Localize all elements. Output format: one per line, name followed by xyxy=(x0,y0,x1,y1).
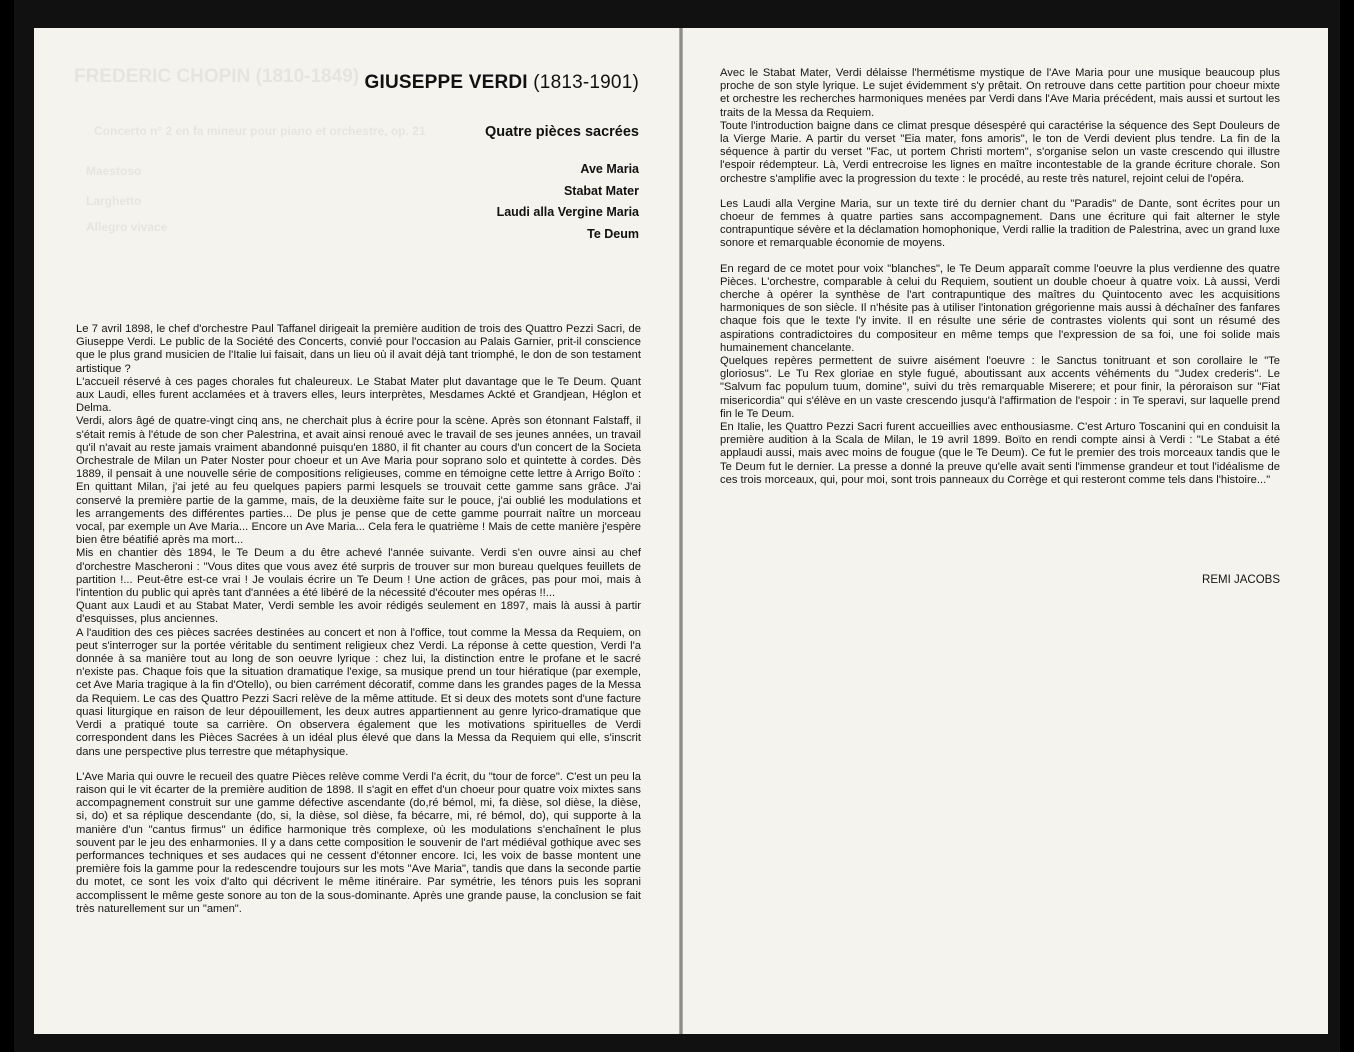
piece-item: Te Deum xyxy=(587,226,639,241)
paragraph: A l'audition des ces pièces sacrées destinées au concert et non à l'office, tout comme la Messa da Requiem, on peut s'interroger sur la portée véritable du sentiment religieux chez Verdi. La réponse à cette question, Verdi l'a donnée à sa manière tout au long de son oeuvre lyrique : chez lui, la distinction entre le profane et le sacré n'existe pas. Chaque fois que la situation dramatique l'exige, sa musique prend un tour hiératique (par exemple, cet Ave Maria tragique à la fin d'Otello), ou bien carrément décoratif, comme dans les grandes pages de la Messa da Requiem. Le cas des Quattro Pezzi Sacri relève de la même attitude. Et si deux des motets sont d'une facture quasi liturgique en raison de leur dépouillement, les deux autres appartiennent au genre lyrico-dramatique que Verdi a pratiqué toute sa carrière. On observera également que les motivations spirituelles de Verdi correspondent dans les Pièces Sacrées à un idéal plus élevé que dans la Messa da Requiem qui elle, s'inscrit dans une perspective plus terrestre que métaphysique. xyxy=(76,626,641,758)
scan-frame-left xyxy=(0,0,14,1052)
left-page xyxy=(34,28,679,1034)
paragraph: Mis en chantier dès 1894, le Te Deum a du être achevé l'année suivante. Verdi s'en ouvre ainsi au chef d'orchestre Mascheroni : "Vous dites que vous avez été surpris de trouver sur mon bureau quelques feuillets de partition !... Peut-être est-ce vrai ! Je voulais écrire un Te Deum ! Une action de grâces, pas pour moi, mais à l'intention du public qui après tant d'années a été libéré de la nécessité d'écouter mes opéras !!... xyxy=(76,547,641,600)
paragraph: En Italie, les Quattro Pezzi Sacri furent accueillies avec enthousiasme. C'est Arturo Toscanini qui en conduisit la première audition à la Scala de Milan, le 19 avril 1899. Boïto en rendi compte ainsi à Verdi : "Le Stabat a été applaudi aussi, mais avec moins de fougue (que le Te Deum). Ce fut le premier des trois morceaux tandis que le Te Deum fut le dernier. La presse a donné la preuve qu'elle avait senti l'immense grandeur et tout l'idéalisme de ces trois morceaux, qui, pour moi, sont trois panneaux du Corrège et qui resteront comme tels dans l'histoire..." xyxy=(720,421,1280,486)
paragraph: En regard de ce motet pour voix "blanches", le Te Deum apparaît comme l'oeuvre la plus verdienne des quatre Pièces. L'orchestre, comparable à celui du Requiem, soutient un double choeur à quatre voix. Là aussi, Verdi cherche à opérer la synthèse de l'art contrapuntique des maîtres du Quintocento avec les acquisitions harmoniques de son siècle. Il n'hésite pas à utiliser l'intonation grégorienne mais aussi à déchaîner des fanfares chaque fois que le texte l'y invite. Il en résulte une série de contrastes violents qui sont un résumé des aspirations contradictoires du compositeur en même temps que l'expression de sa foi, une foi solide mais humainement chancelante. xyxy=(720,262,1280,354)
scan-frame-right xyxy=(1340,0,1354,1052)
page-title xyxy=(365,72,640,94)
composer-name: GIUSEPPE VERDI xyxy=(364,72,528,93)
show-through-tempo-3: Allegro vivace xyxy=(86,220,168,234)
show-through-heading: FREDERIC CHOPIN (1810-1849) xyxy=(74,66,360,87)
paragraph: L'Ave Maria qui ouvre le recueil des quatre Pièces relève comme Verdi l'a écrit, du "tour de force". C'est un peu la raison qui le vit écarter de la première audition de 1898. Il s'agit en effet d'un choeur pour quatre voix mixtes sans accompagnement construit sur une gamme défective ascendante (do,ré bémol, mi, fa dièse, sol dièse, la dièse, si, do) et sa réplique descendante (do, si, la dièse, sol dièse, fa bécarre, mi, ré bémol, do), qui supporte à la manière d'un "cantus firmus" un édifice harmonique très complexe, où les modulations s'enchaînent le plus souvent par le jeu des enharmonies. Il y a dans cette composition le souvenir de l'art médiéval gothique avec ses performances techniques et ses audaces qui ne cessent d'étonner encore. Ici, les voix de basse montent une première fois la gamme pour la redescendre toujours sur les mots "Ave Maria", tandis que dans la seconde partie du motet, ce sont les voix d'alto qui décrivent le même itinéraire. Par symétrie, les ténors puis les soprani accomplissent le même geste sonore au ton de la sous-dominante. Après une grande pause, la conclusion se fait très naturellement sur un "amen". xyxy=(76,770,641,915)
piece-item: Ave Maria xyxy=(580,162,639,176)
paragraph: Avec le Stabat Mater, Verdi délaisse l'hermétisme mystique de l'Ave Maria pour une musique beaucoup plus proche de son style lyrique. Le sujet évidemment s'y prêtait. On retrouve dans cette partition pour choeur mixte et orchestre les recherches harmoniques menées par Verdi dans l'Ave Maria précédent, mais aussi et surtout les traits de la Messa da Requiem. xyxy=(720,67,1280,119)
paragraph: Verdi, alors âgé de quatre-vingt cinq ans, ne cherchait plus à écrire pour la scène. Après son étonnant Falstaff, il s'était remis à l'étude de son cher Palestrina, et avait ainsi renoué avec le travail de ses jeunes années, un travail qu'il n'avait au reste jamais vraiment abandonné puisqu'en 1880, il fit chanter au cours d'un concert de la Societa Orchestrale de Milan un Pater Noster pour choeur et un Ave Maria pour soprano solo et quintette à cordes. Dès 1889, il pensait à une nouvelle série de compositions religieuses, comme en témoigne cette lettre à Arrigo Boïto : En quittant Milan, j'ai jeté au feu quelques papiers parmi lesquels se trouvait cette gamme sans grâce. J'ai conservé la première partie de la gamme, mais, de la deuxième faite sur le pouce, j'ai oublié les modulations et les arrangements des différentes parties... De plus je pense que de cette gamme pourrait naître un morceau vocal, par exemple un Ave Maria... Encore un Ave Maria... Cela fera le quatrième ! Mais de cette manière j'espère bien être béatifié après ma mort... xyxy=(76,415,641,547)
paragraph: Quant aux Laudi et au Stabat Mater, Verdi semble les avoir rédigés seulement en 1897, mais là aussi à partir d'esquisses, plus anciennes. xyxy=(76,600,641,626)
right-page xyxy=(683,28,1328,1034)
pieces-list xyxy=(497,159,639,245)
left-body-text xyxy=(76,323,641,916)
show-through-tempo-1: Maestoso xyxy=(86,164,142,178)
show-through-tempo-2: Larghetto xyxy=(86,194,142,208)
right-body-text xyxy=(720,67,1280,487)
composer-years: (1813-1901) xyxy=(533,72,639,93)
show-through-line: Concerto n° 2 en fa mineur pour piano et orchestre, op. 21 xyxy=(94,124,426,138)
paragraph: Toute l'introduction baigne dans ce climat presque désespéré qui caractérise la séquence des Sept Douleurs de la Vierge Marie. A partir du verset "Eia mater, fons amoris", le ton de Verdi devient plus tendre. La fin de la séquence à partir du verset "Fac, ut portem Christi mortem", s'organise selon un vaste crescendo qui illustre l'espoir rédempteur. Là, Verdi entrecroise les lignes en maître incontestable de la grande écriture chorale. Son orchestre s'amplifie avec la progression du texte : le procédé, au reste très naturel, rejoint celui de l'opéra. xyxy=(720,119,1280,185)
paragraph: Le 7 avril 1898, le chef d'orchestre Paul Taffanel dirigeait la première audition de trois des Quattro Pezzi Sacri, de Giuseppe Verdi. Le public de la Société des Concerts, convié pour l'occasion au Palais Garnier, prit-il conscience que le plus grand musicien de l'Italie lui faisait, dans un lieu où il avait déjà tant triomphé, le don de son testament artistique ? xyxy=(76,323,641,375)
piece-item: Stabat Mater xyxy=(563,183,639,198)
author-signature: REMI JACOBS xyxy=(1202,574,1280,586)
paragraph: Les Laudi alla Vergine Maria, sur un texte tiré du dernier chant du "Paradis" de Dante, sont écrites pour un choeur de femmes à quatre parties sans accompagnement. Dans une écriture qui fait alterner le style contrapuntique sévère et la déclamation homophonique, Verdi rallie la tradition de Palestrina, avec un grand luxe sonore et remarquable économie de moyens. xyxy=(720,197,1280,250)
paragraph: Quelques repères permettent de suivre aisément l'oeuvre : le Sanctus tonitruant et son corollaire le "Te gloriosus". Le Tu Rex gloriae en style fugué, aboutissant aux accents véhéments du "Judex crederis". Le "Salvum fac populum tuum, domine", suivi du très remarquable Miserere; et pour finir, la péroraison sur "Fiat misericordia" qui s'élève en un vaste crescendo jusqu'à l'affirmation de l'espoir : in Te speravi, sur laquelle prend fin le Te Deum. xyxy=(720,355,1280,420)
piece-item: Laudi alla Vergine Maria xyxy=(496,205,639,219)
work-subtitle: Quatre pièces sacrées xyxy=(485,124,639,140)
paragraph: L'accueil réservé à ces pages chorales fut chaleureux. Le Stabat Mater plut davantage que le Te Deum. Quant aux Laudi, elles furent acclamées et à travers elles, leurs interprètes, Mesdames Ackté et Grandjean, Héglon et Delma. xyxy=(76,375,641,415)
